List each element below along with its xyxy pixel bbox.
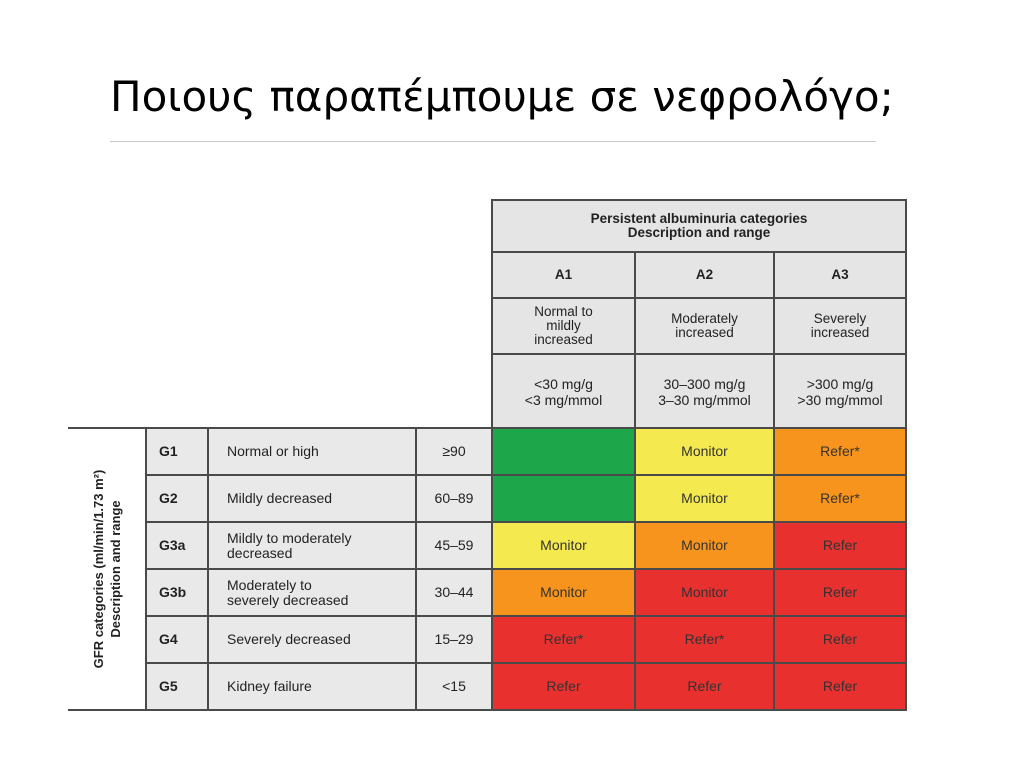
row-range-g1: ≥90 (416, 428, 492, 475)
row-code-g1: G1 (146, 428, 208, 475)
slide-title: Ποιους παραπέμπουμε σε νεφρολόγο; (110, 72, 894, 121)
row-desc-line: severely decreased (227, 591, 349, 608)
col-code-a1: A1 (492, 252, 635, 298)
row-desc-line: Kidney failure (227, 678, 312, 694)
col-desc-line: increased (534, 332, 593, 347)
col-desc-line: Normal to (534, 304, 593, 319)
risk-cell: Monitor (635, 475, 774, 522)
row-desc-g3a (208, 522, 416, 569)
risk-cell: Monitor (492, 569, 635, 616)
col-desc-line: Moderately (671, 311, 738, 326)
gfr-risk-table (68, 427, 907, 711)
row-code-g3b: G3b (146, 569, 208, 616)
row-code-g5: G5 (146, 663, 208, 710)
risk-cell: Monitor (635, 428, 774, 475)
row-desc-g1 (208, 428, 416, 475)
albuminuria-title-cell (492, 200, 906, 252)
risk-cell: Refer* (635, 616, 774, 663)
table-row (68, 428, 906, 475)
table-row (68, 663, 906, 710)
col-code-a2: A2 (635, 252, 774, 298)
row-range-g5: <15 (416, 663, 492, 710)
row-range-g3b: 30–44 (416, 569, 492, 616)
col-range-line: >300 mg/g (806, 375, 874, 392)
row-range-g2: 60–89 (416, 475, 492, 522)
col-desc-line: increased (675, 325, 734, 340)
col-range-a3 (774, 354, 906, 429)
albuminuria-header-table (491, 199, 907, 430)
gfr-axis-cell (68, 428, 146, 710)
row-code-g3a: G3a (146, 522, 208, 569)
col-range-a1 (492, 354, 635, 429)
risk-cell (492, 475, 635, 522)
row-range-g3a: 45–59 (416, 522, 492, 569)
row-desc-line: decreased (227, 544, 293, 561)
risk-cell: Refer (774, 569, 906, 616)
gfr-axis-label (90, 470, 124, 669)
row-desc-line: Mildly decreased (227, 490, 333, 506)
risk-cell: Refer* (774, 475, 906, 522)
table-row (68, 475, 906, 522)
row-desc-line: Severely decreased (227, 631, 351, 647)
col-desc-a3 (774, 298, 906, 354)
col-range-line: >30 mg/mmol (797, 391, 883, 408)
risk-cell: Refer (635, 663, 774, 710)
row-desc-g5 (208, 663, 416, 710)
row-code-g4: G4 (146, 616, 208, 663)
col-code-a3: A3 (774, 252, 906, 298)
col-desc-line: mildly (546, 318, 581, 333)
col-desc-a2 (635, 298, 774, 354)
title-divider (110, 141, 876, 142)
risk-cell: Refer* (774, 428, 906, 475)
col-range-line: <3 mg/mmol (524, 391, 603, 408)
risk-cell: Refer (492, 663, 635, 710)
risk-cell: Refer (774, 616, 906, 663)
col-range-line: <30 mg/g (534, 375, 593, 392)
col-desc-line: increased (810, 325, 870, 340)
risk-cell: Monitor (492, 522, 635, 569)
table-row (68, 522, 906, 569)
row-desc-line: Normal or high (227, 443, 319, 459)
risk-cell: Refer (774, 522, 906, 569)
row-desc-g4 (208, 616, 416, 663)
gfr-axis-subtitle: Description and range (107, 500, 123, 638)
row-desc-g2 (208, 475, 416, 522)
table-row (68, 616, 906, 663)
row-desc-g3b (208, 569, 416, 616)
gfr-axis-title: GFR categories (ml/min/1.73 m²) (90, 469, 106, 669)
col-range-a2 (635, 354, 774, 429)
row-code-g2: G2 (146, 475, 208, 522)
col-desc-a1 (492, 298, 635, 354)
col-range-line: 30–300 mg/g (663, 375, 746, 392)
risk-cell: Monitor (635, 569, 774, 616)
row-desc-line: Mildly to moderately (227, 529, 352, 546)
risk-cell: Monitor (635, 522, 774, 569)
risk-cell: Refer (774, 663, 906, 710)
albuminuria-title: Persistent albuminuria categories (590, 211, 808, 226)
row-desc-line: Moderately to (227, 576, 312, 593)
col-range-line: 3–30 mg/mmol (658, 391, 751, 408)
risk-cell (492, 428, 635, 475)
col-desc-line: Severely (813, 311, 867, 326)
row-range-g4: 15–29 (416, 616, 492, 663)
table-row (68, 569, 906, 616)
risk-cell: Refer* (492, 616, 635, 663)
albuminuria-subtitle: Description and range (627, 225, 771, 240)
